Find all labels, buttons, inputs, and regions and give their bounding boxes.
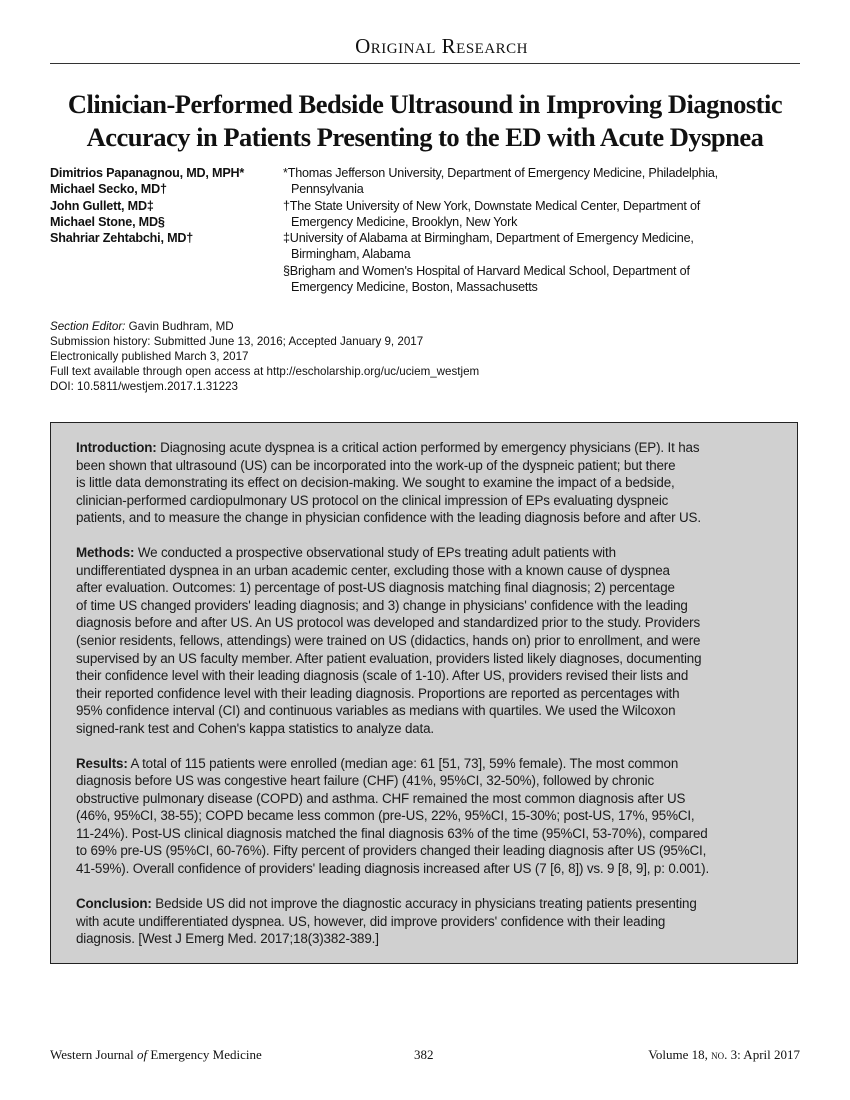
affiliation-list xyxy=(283,165,718,295)
abstract-text: is little data demonstrating its effect on decision-making. We sought to examine the impact of a bedside, xyxy=(76,475,675,491)
abstract-line xyxy=(76,544,709,562)
section-editor xyxy=(50,319,479,334)
abstract-line xyxy=(76,492,709,510)
abstract-section-results xyxy=(76,755,709,878)
abstract-text: We conducted a prospective observational study of EPs treating adult patients with xyxy=(134,545,616,561)
article-meta xyxy=(50,319,479,394)
abstract-text: clinician-performed cardiopulmonary US protocol on the clinical impression of EPs evaluating dyspneic xyxy=(76,492,669,508)
abstract-line xyxy=(76,702,709,720)
abstract-line xyxy=(76,509,709,527)
abstract-line xyxy=(76,807,709,825)
abstract-line xyxy=(76,790,709,808)
author: Dimitrios Papanagnou, MD, MPH* xyxy=(50,166,245,180)
abstract-text: diagnosis before US was congestive heart failure (CHF) (41%, 95%CI, 32-50%), followed by chronic xyxy=(76,773,655,789)
abstract-text: diagnosis before and after US. An US protocol was developed and standardized prior to the study. Providers xyxy=(76,615,700,631)
abstract-line xyxy=(76,825,709,843)
abstract-text: Diagnosing acute dyspnea is a critical action performed by emergency physicians (EP). It has xyxy=(156,440,700,455)
abstract-line xyxy=(76,579,709,597)
abstract-text: signed-rank test and Cohen's kappa statistics to analyze data. xyxy=(76,720,434,736)
abstract-label: Introduction: xyxy=(76,440,157,455)
article-title xyxy=(30,88,820,154)
author: John Gullett, MD‡ xyxy=(50,198,154,213)
author: Michael Stone, MD§ xyxy=(50,214,165,229)
abstract-text: 95% confidence interval (CI) and continuous variables as medians with quartiles. We used the Wilcoxon xyxy=(76,703,676,719)
abstract-text: diagnosis. [West J Emerg Med. 2017;18(3)382-389.] xyxy=(76,931,379,947)
abstract-line xyxy=(76,667,709,685)
affiliation-line: *Thomas Jefferson University, Department of Emergency Medicine, Philadelphia, xyxy=(283,166,718,180)
meta-line: Submission history: Submitted June 13, 2016; Accepted January 9, 2017 xyxy=(50,335,424,348)
abstract-line xyxy=(76,562,709,580)
affiliation-line: §Brigham and Women's Hospital of Harvard Medical School, Department of xyxy=(283,263,690,278)
abstract-line xyxy=(76,860,709,878)
abstract-text: their reported confidence level with their leading diagnosis. Proportions are reported as percentages with xyxy=(76,685,680,701)
affiliation-line: Pennsylvania xyxy=(291,182,364,197)
abstract-text: patients, and to measure the change in physician confidence with the leading diagnosis before and after US. xyxy=(76,510,701,526)
abstract-line xyxy=(76,772,709,790)
section-header: Original Research xyxy=(355,34,528,58)
section-editor-name: Gavin Budhram, MD xyxy=(125,320,234,333)
abstract-line xyxy=(76,913,709,931)
title-line: Accuracy in Patients Presenting to the ED with Acute Dyspnea xyxy=(86,122,764,152)
abstract-line xyxy=(76,720,709,738)
affiliation-line: Emergency Medicine, Brooklyn, New York xyxy=(291,214,518,229)
abstract-box xyxy=(50,422,798,964)
abstract-text: A total of 115 patients were enrolled (median age: 61 [51, 73], 59% female). The most common xyxy=(127,755,679,771)
author: Shahriar Zehtabchi, MD† xyxy=(50,231,194,246)
abstract-text: (senior residents, fellows, attendings) were trained on US (didactics, hands on) prior to enrollment, and were xyxy=(76,632,701,648)
abstract-label: Results: xyxy=(76,755,128,771)
abstract-section-conclusion xyxy=(76,895,709,948)
abstract-line xyxy=(76,650,709,668)
abstract-line xyxy=(76,842,709,860)
header-rule xyxy=(50,63,800,64)
affiliation-line: Emergency Medicine, Boston, Massachusetts xyxy=(291,280,538,295)
abstract-text: to 69% pre-US (95%CI, 60-76%). Fifty percent of providers changed their leading diagnosis after US (95%CI, xyxy=(76,843,707,859)
journal-name: Western Journal of Emergency Medicine xyxy=(50,1047,262,1062)
author-list xyxy=(50,165,244,246)
abstract-line xyxy=(76,474,709,492)
abstract-line xyxy=(76,614,709,632)
abstract-text: obstructive pulmonary disease (COPD) and asthma. CHF remained the most common diagnosis after US xyxy=(76,790,686,806)
abstract-text: of time US changed providers' leading diagnosis; and 3) change in physicians' confidence with the leading xyxy=(76,597,688,613)
abstract-label: Conclusion: xyxy=(76,896,152,912)
abstract-line xyxy=(76,755,709,773)
abstract-text: (46%, 95%CI, 38-55); COPD became less common (pre-US, 22%, 95%CI, 15-30%; post-US, 17%, 95%CI, xyxy=(76,808,695,824)
abstract-line xyxy=(76,632,709,650)
abstract-label: Methods: xyxy=(76,545,135,561)
abstract-text: 11-24%). Post-US clinical diagnosis matched the final diagnosis 63% of the time (95%CI, 53-70%), compared xyxy=(76,825,708,841)
abstract-text: with acute undifferentiated dyspnea. US, however, did improve providers' confidence with their leading xyxy=(76,913,666,929)
abstract-text: supervised by an US faculty member. After patient evaluation, providers listed likely diagnoses, documenting xyxy=(76,650,702,666)
abstract-section-methods xyxy=(76,544,709,737)
affiliation-line: †The State University of New York, Downstate Medical Center, Department of xyxy=(283,198,701,213)
abstract-text: been shown that ultrasound (US) can be incorporated into the work-up of the dyspneic patient; but there xyxy=(76,457,676,473)
title-line: Clinician-Performed Bedside Ultrasound in Improving Diagnostic xyxy=(67,89,783,119)
page-number: 382 xyxy=(414,1047,434,1062)
abstract-line xyxy=(76,439,709,457)
abstract-line xyxy=(76,930,709,948)
meta-line: Electronically published March 3, 2017 xyxy=(50,350,249,363)
abstract-line xyxy=(76,685,709,703)
abstract-line xyxy=(76,457,709,475)
author: Michael Secko, MD† xyxy=(50,182,167,197)
meta-line: Full text available through open access at http://escholarship.org/uc/uciem_westjem xyxy=(50,365,480,378)
affiliation-line: ‡University of Alabama at Birmingham, Department of Emergency Medicine, xyxy=(283,231,694,246)
abstract-text: Bedside US did not improve the diagnostic accuracy in physicians treating patients presenting xyxy=(151,896,697,912)
abstract-line xyxy=(76,597,709,615)
affiliation-line: Birmingham, Alabama xyxy=(291,247,411,262)
volume-issue: Volume 18, no. 3: April 2017 xyxy=(648,1047,800,1062)
section-editor-label: Section Editor: xyxy=(50,320,126,333)
abstract-text: after evaluation. Outcomes: 1) percentage of post-US diagnosis matching final diagnosis; 2) percentage xyxy=(76,580,675,596)
abstract-text: undifferentiated dyspnea in an urban academic center, excluding those with a known cause of dyspnea xyxy=(76,562,670,578)
abstract-section-introduction xyxy=(76,439,709,527)
meta-line: DOI: 10.5811/westjem.2017.1.31223 xyxy=(50,380,238,393)
abstract-text: 41-59%). Overall confidence of providers' leading diagnosis increased after US (7 [6, 8]) vs. 9 [8, 9], p: 0.001). xyxy=(76,861,710,877)
abstract-line xyxy=(76,895,709,913)
abstract-text: their confidence level with their leading diagnosis (scale of 1-10). After US, providers revised their lists and xyxy=(76,668,689,684)
